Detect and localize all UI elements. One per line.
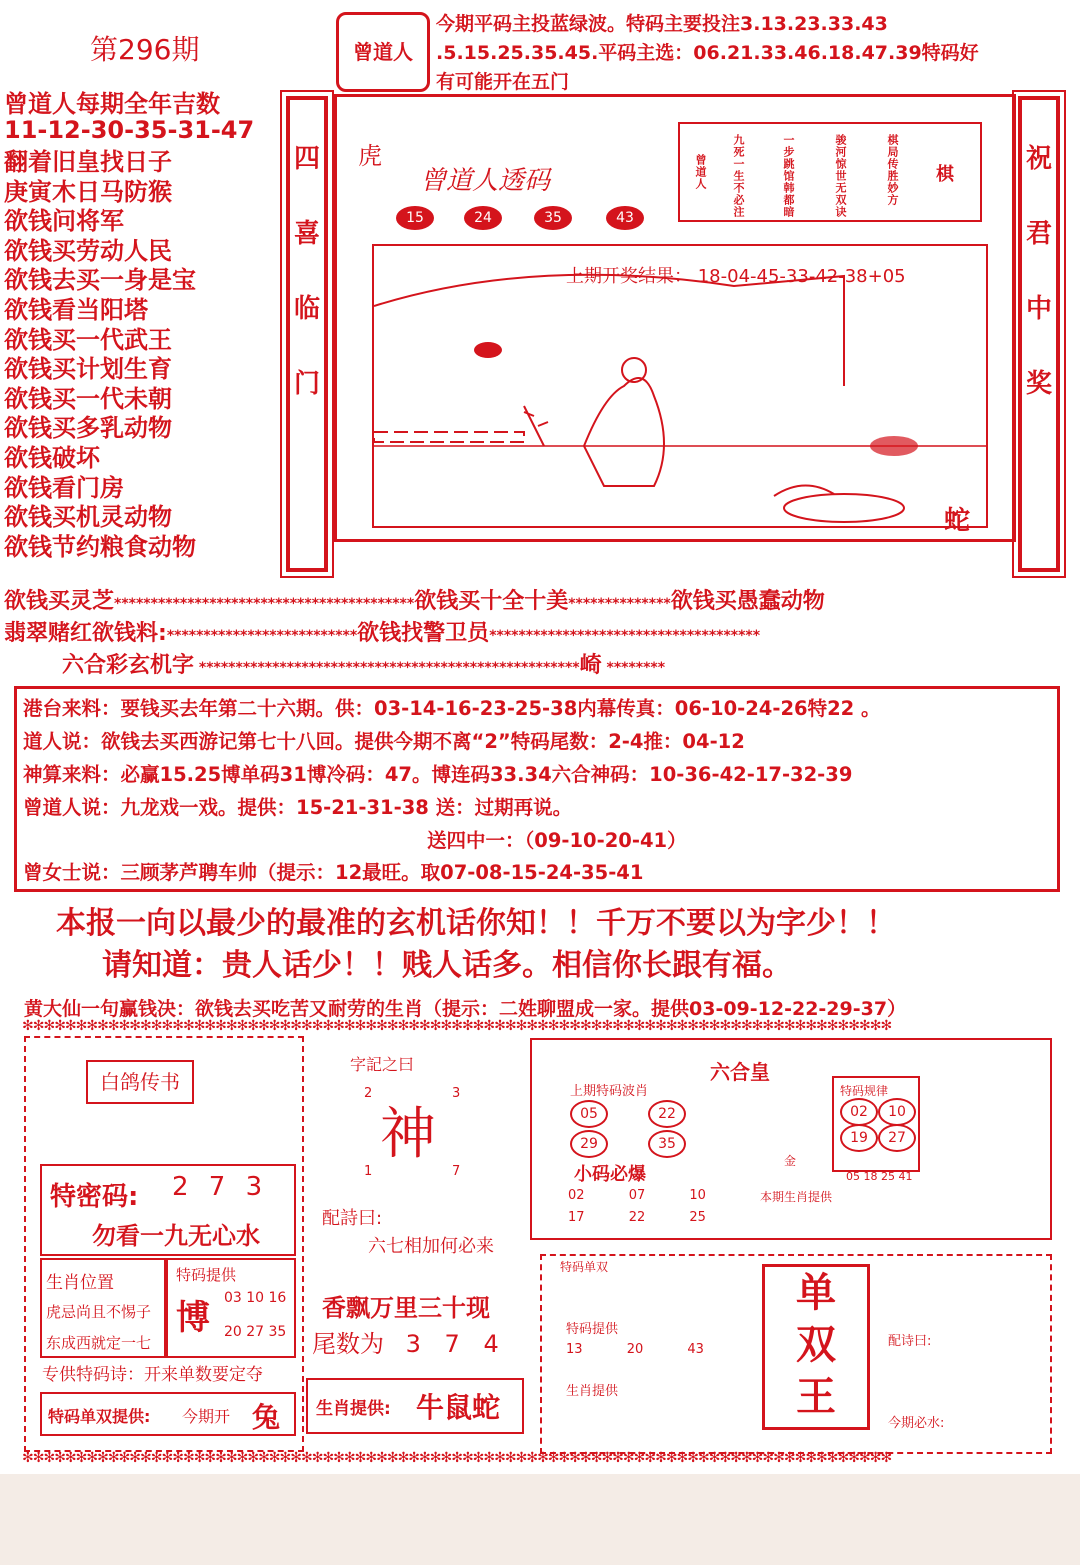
provide-num: 13 xyxy=(566,1342,583,1357)
mid-row-2-mid: 欲钱找警卫员 xyxy=(357,621,490,646)
small-nums-row xyxy=(568,1188,706,1203)
last-wave: 上期特码波肖 xyxy=(570,1084,649,1099)
last-result: 上期开奖结果： 18-04-45-33-42-38+05 xyxy=(566,266,906,287)
number-circle: 35 xyxy=(648,1130,686,1158)
special-rule-box xyxy=(832,1076,920,1172)
riddle-line: 欲钱买一代武王 xyxy=(4,325,172,354)
logo xyxy=(336,12,430,92)
riddle-line: 欲钱问将军 xyxy=(4,207,124,236)
pillar-right xyxy=(1018,96,1060,572)
zodiac-provide-box xyxy=(306,1378,524,1434)
notice-block xyxy=(436,10,1056,97)
liuhe-title: 六合皇 xyxy=(710,1060,770,1084)
pillar-char: 奖 xyxy=(1025,369,1052,399)
small-num: 17 xyxy=(568,1210,585,1225)
sd-big-box xyxy=(762,1264,870,1430)
tail-digits: 3 7 4 xyxy=(405,1330,507,1358)
mid-row-1-left: 欲钱买灵芝 xyxy=(4,589,115,614)
mid-row-1-right: 欲钱买愚蠢动物 xyxy=(670,589,825,614)
riddle-line: 欲钱破坏 xyxy=(4,443,100,472)
mid-row-3-mid: 崎 xyxy=(579,653,602,678)
zhuan-gong: 专供特码诗：开来单数要定夺 xyxy=(42,1365,263,1385)
baige-title: 白鸽传书 xyxy=(100,1070,180,1094)
riddle-list xyxy=(4,148,294,562)
riddle-line: 欲钱买计划生育 xyxy=(4,355,172,384)
riddle-line: 欲钱看当阳塔 xyxy=(4,295,148,324)
number-circle: 29 xyxy=(570,1130,608,1158)
small-num: 10 xyxy=(689,1188,706,1203)
tema-box xyxy=(40,1164,296,1256)
zodiac-pos-line: 东成西就定一七 xyxy=(46,1334,152,1352)
number-circle: 10 xyxy=(878,1098,916,1126)
riddle-line: 翻着旧皇找日子 xyxy=(4,148,172,176)
small-num: 02 xyxy=(568,1188,585,1203)
riddle-line: 欲钱买机灵动物 xyxy=(4,503,172,532)
zodiac-pos-line: 虎忌尚且不惕子 xyxy=(46,1303,152,1321)
poem-line: 六七相加何必来 xyxy=(368,1236,494,1257)
number-ball: 35 xyxy=(534,206,572,230)
tema-hint: 勿看一九无心水 xyxy=(92,1222,260,1250)
number-circle: 19 xyxy=(840,1124,878,1152)
pillar-char: 门 xyxy=(293,369,320,399)
number-ball: 24 xyxy=(464,206,502,230)
number-circle: 05 xyxy=(570,1100,608,1128)
number-circle: 02 xyxy=(840,1098,878,1126)
tema-label: 特密码: xyxy=(50,1182,139,1212)
small-nums-row xyxy=(568,1210,706,1225)
chess-col: 骏河惊世无双诀 xyxy=(834,134,847,218)
fragrance-text: 香飘万里三十现 xyxy=(322,1294,490,1322)
slogan-1: 本报一向以最少的最准的玄机话你知！！千万不要以为字少！！ xyxy=(56,906,896,941)
number-ball: 15 xyxy=(396,206,434,230)
bo-char: 博 xyxy=(176,1298,210,1338)
huang-daxian: 黄大仙一句赢钱决：欲钱去买吃苦又耐劳的生肖（提示：二姓聊盟成一家。提供03-09-12-22-29-37） xyxy=(24,998,907,1020)
te-provide-title: 特码提供 xyxy=(176,1266,237,1284)
mid-row-2: 翡翠赌红欲钱料:**************************欲钱找警卫员************************************* xyxy=(4,621,761,646)
info-line: 道人说：欲钱去买西游记第七十八回。提供今期不离“2”特码尾数：2-4推：04-12 xyxy=(23,730,745,753)
poem-label: 配詩曰: xyxy=(322,1208,383,1229)
pillar-char: 喜 xyxy=(293,219,320,249)
provide-num: 20 xyxy=(626,1342,644,1357)
this-issue-zodiac: 本期生肖提供 xyxy=(760,1190,833,1204)
character-header: 字記之曰 xyxy=(350,1055,415,1074)
info-line: 曾道人说：九龙戏一戏。提供：15-21-31-38 送：过期再说。 xyxy=(23,796,573,819)
zodiac-snake: 蛇 xyxy=(944,506,971,536)
char-num: 2 xyxy=(364,1086,373,1101)
zodiac-provide-label: 生肖提供: xyxy=(316,1399,391,1419)
riddle-line: 欲钱买一代未朝 xyxy=(4,384,172,413)
zodiac-pos-title: 生肖位置 xyxy=(46,1273,114,1293)
pillar-char: 君 xyxy=(1025,219,1052,249)
zodiac-tiger: 虎 xyxy=(358,142,382,170)
gold-nums: 05 18 25 41 xyxy=(846,1170,913,1183)
pillar-char: 临 xyxy=(293,294,320,324)
mid-row-1-mid: 欲钱买十全十美 xyxy=(414,589,569,614)
chess-col: 曾道人 xyxy=(694,154,707,190)
pillar-char: 四 xyxy=(293,144,320,174)
notice-line: .5.15.25.35.45.平码主选：06.21.33.46.18.47.39特码好 xyxy=(436,42,979,64)
chess-col: 一步跳馆韩都暗 xyxy=(782,134,795,218)
gold-label: 金 xyxy=(784,1154,797,1168)
zodiac-provide-value: 牛鼠蛇 xyxy=(416,1391,501,1424)
logo-text: 曾道人 xyxy=(353,40,413,64)
single-double-box xyxy=(40,1392,296,1436)
special-title: 特码规律 xyxy=(840,1084,889,1098)
small-num: 07 xyxy=(628,1188,646,1203)
sd-big-char: 双 xyxy=(796,1322,836,1368)
sd-big-char: 王 xyxy=(796,1374,836,1420)
single-double-label: 特码单双提供: xyxy=(48,1407,151,1426)
char-num: 3 xyxy=(452,1086,461,1101)
slogan-2: 请知道：贵人话少！！贱人话多。相信你长跟有福。 xyxy=(102,948,792,983)
provide-num: 43 xyxy=(687,1342,704,1357)
poem-label-right: 配诗曰: xyxy=(888,1334,932,1349)
chess-title: 棋 xyxy=(936,164,954,185)
mid-row-3-left: 六合彩玄机字 xyxy=(62,653,195,678)
riddle-line: 欲钱节约粮食动物 xyxy=(4,532,196,561)
tail-line xyxy=(312,1324,507,1359)
riddle-line: 欲钱去买一身是宝 xyxy=(4,266,196,295)
info-box xyxy=(14,686,1060,892)
issue-number: 第296期 xyxy=(90,33,200,66)
sd-title: 特码单双 xyxy=(560,1260,609,1274)
pillar-char: 中 xyxy=(1025,294,1052,324)
pillar-left xyxy=(286,96,328,572)
star-divider-bottom: ✻✻✻✻✻✻✻✻✻✻✻✻✻✻✻✻✻✻✻✻✻✻✻✻✻✻✻✻✻✻✻✻✻✻✻✻✻✻✻✻✻✻✻✻✻✻✻✻✻✻✻✻✻✻✻✻✻✻✻✻✻✻✻✻✻✻✻✻✻✻✻✻✻✻✻✻✻✻✻✻✻ xyxy=(22,1450,892,1466)
small-num: 22 xyxy=(628,1210,646,1225)
mid-row-2-left: 翡翠赌红欲钱料: xyxy=(4,621,167,646)
te-provide-box xyxy=(166,1258,296,1358)
yearly-numbers: 11-12-30-35-31-47 xyxy=(4,116,255,144)
mid-row-3: 六合彩玄机字 ****************************************************崎 ******** xyxy=(62,653,666,678)
special-provide: 特码提供 xyxy=(566,1322,619,1337)
chess-col: 棋局传胜妙方 xyxy=(886,134,899,206)
star-divider: ✻✻✻✻✻✻✻✻✻✻✻✻✻✻✻✻✻✻✻✻✻✻✻✻✻✻✻✻✻✻✻✻✻✻✻✻✻✻✻✻✻✻✻✻✻✻✻✻✻✻✻✻✻✻✻✻✻✻✻✻✻✻✻✻✻✻✻✻✻✻✻✻✻✻✻✻✻✻✻✻✻ xyxy=(22,1018,892,1034)
riddle-line: 欲钱买劳动人民 xyxy=(4,236,172,265)
notice-line: 今期平码主投蓝绿波。特码主要投注3.13.23.33.43 xyxy=(436,13,888,35)
provide-nums: 20 27 35 xyxy=(224,1324,287,1340)
provide-nums-row xyxy=(566,1342,704,1357)
zodiac-provide-small: 生肖提供 xyxy=(566,1384,619,1399)
small-code: 小码必爆 xyxy=(574,1164,646,1185)
info-line: 送四中一：（09-10-20-41） xyxy=(427,829,687,852)
char-num: 7 xyxy=(452,1164,461,1179)
chess-poem-box xyxy=(678,122,982,222)
info-line: 曾女士说：三顾茅芦聘车帅（提示：12最旺。取07-08-15-24-35-41 xyxy=(23,861,644,884)
riddle-line: 欲钱买多乳动物 xyxy=(4,414,172,443)
cartoon-illustration xyxy=(374,246,986,526)
single-double-value: 今期开 xyxy=(182,1407,231,1426)
chess-col: 九死一生不必注 xyxy=(732,134,745,218)
provide-nums: 03 10 16 xyxy=(224,1290,287,1306)
rabbit-char: 兔 xyxy=(252,1401,281,1434)
info-line: 神算来料：必赢15.25博单码31博冷码：47。博连码33.34六合神码：10-36-42-17-32-39 xyxy=(23,763,853,786)
riddle-line: 欲钱看门房 xyxy=(4,473,124,502)
mid-row-1: 欲钱买灵芝*****************************************欲钱买十全十美**************欲钱买愚蠢动物 xyxy=(4,589,825,614)
char-num: 1 xyxy=(364,1164,373,1179)
fragrance-line xyxy=(322,1288,490,1323)
notice-line: 有可能开在五门 xyxy=(436,71,570,93)
info-line: 港台来料：要钱买去年第二十六期。供：03-14-16-23-25-38内幕传真：06-10-24-26特22 。 xyxy=(23,697,881,720)
sd-big-char: 单 xyxy=(796,1270,836,1316)
number-circle: 27 xyxy=(878,1124,916,1152)
small-num: 25 xyxy=(689,1210,706,1225)
tema-digits: 2 7 3 xyxy=(172,1172,269,1202)
big-character: 神 xyxy=(380,1102,436,1167)
number-circle: 22 xyxy=(648,1100,686,1128)
number-ball: 43 xyxy=(606,206,644,230)
bottom-margin xyxy=(0,1474,1080,1565)
must-win: 今期必水: xyxy=(888,1416,945,1431)
yearly-title: 曾道人每期全年吉数 xyxy=(4,90,220,118)
cartoon-title: 曾道人透码 xyxy=(420,166,551,196)
baige-box xyxy=(86,1060,194,1104)
tail-label: 尾数为 xyxy=(312,1330,384,1358)
zodiac-position-box xyxy=(40,1258,166,1358)
pillar-char: 祝 xyxy=(1025,144,1052,174)
riddle-line: 庚寅木日马防猴 xyxy=(4,177,172,206)
